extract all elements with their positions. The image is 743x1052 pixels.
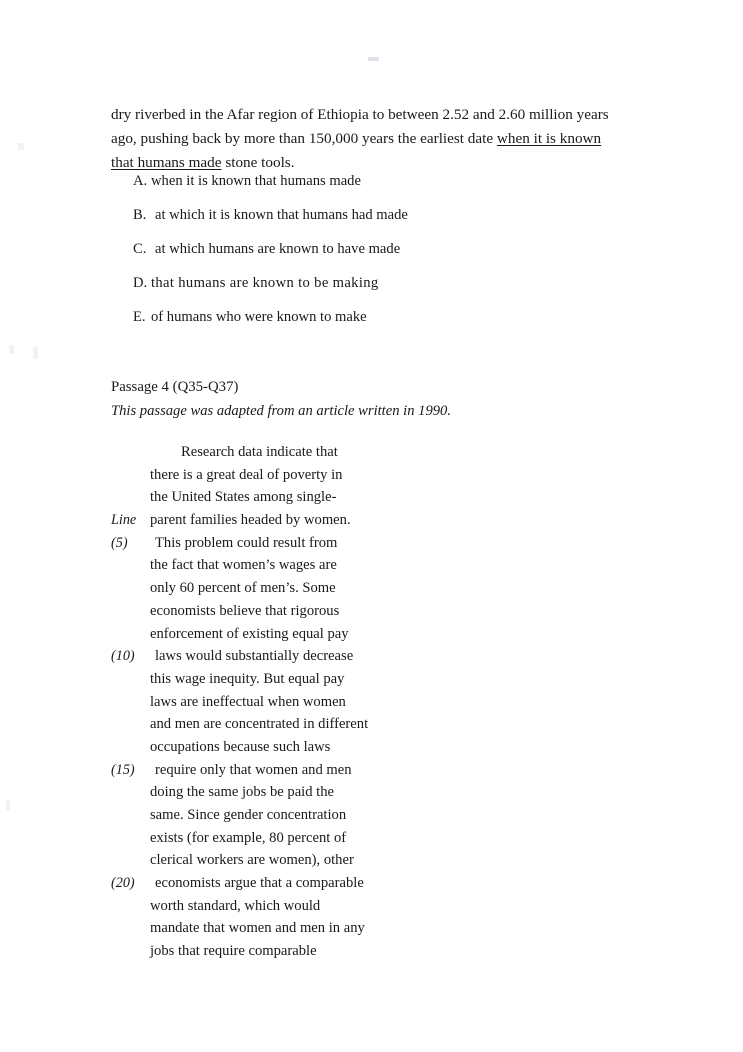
passage-line-text: the fact that women’s wages are bbox=[150, 557, 337, 574]
line-number-marker: (10) bbox=[111, 648, 135, 665]
choice-text-b: at which it is known that humans had made bbox=[155, 207, 408, 223]
passage-line bbox=[111, 557, 411, 580]
question-stem bbox=[111, 103, 611, 174]
answer-choice-e[interactable] bbox=[133, 309, 583, 343]
passage-line bbox=[111, 694, 411, 717]
passage-line bbox=[111, 603, 411, 626]
answer-choice-d[interactable] bbox=[133, 275, 583, 309]
passage-line bbox=[111, 489, 411, 512]
passage-line-text: economists argue that a comparable bbox=[155, 875, 364, 892]
passage-title: Passage 4 (Q35-Q37) bbox=[111, 379, 239, 395]
stem-underlined-segment: when it is known that humans made bbox=[111, 129, 602, 171]
answer-choice-b[interactable] bbox=[133, 207, 583, 241]
passage-line bbox=[111, 467, 411, 490]
passage-line-text: require only that women and men bbox=[155, 761, 352, 778]
passage-line-text: and men are concentrated in different bbox=[150, 716, 369, 733]
passage-line bbox=[111, 535, 411, 558]
passage-line-text: doing the same jobs be paid the bbox=[150, 784, 335, 801]
passage-line bbox=[111, 626, 411, 649]
passage-line bbox=[111, 875, 411, 898]
passage-line-text: parent families headed by women. bbox=[150, 512, 351, 529]
answer-choices-list bbox=[133, 173, 583, 343]
choice-letter-e: E. bbox=[133, 309, 146, 325]
passage-line-text: same. Since gender concentration bbox=[150, 807, 347, 823]
passage-line-text: worth standard, which would bbox=[150, 897, 321, 914]
choice-text-e: of humans who were known to make bbox=[151, 309, 367, 325]
scan-artifact-speck bbox=[33, 347, 38, 359]
passage-line-text: the United States among single- bbox=[150, 489, 337, 506]
passage-line-text: exists (for example, 80 percent of bbox=[150, 829, 347, 846]
passage-line bbox=[111, 784, 411, 807]
passage-body bbox=[111, 444, 411, 966]
passage-line-text: clerical workers are women), other bbox=[150, 852, 354, 869]
passage-line-text: mandate that women and men in any bbox=[150, 920, 365, 937]
choice-letter-a: A. bbox=[133, 173, 148, 189]
passage-line-text: only 60 percent of men’s. Some bbox=[150, 580, 336, 597]
line-number-marker: (20) bbox=[111, 875, 135, 892]
passage-line bbox=[111, 716, 411, 739]
answer-choice-c[interactable] bbox=[133, 241, 583, 275]
stem-text-after: stone tools. bbox=[221, 153, 295, 171]
passage-line-text: laws would substantially decrease bbox=[155, 648, 354, 665]
passage-line bbox=[111, 898, 411, 921]
choice-letter-b: B. bbox=[133, 207, 147, 223]
passage-line-text: jobs that require comparable bbox=[150, 943, 317, 960]
passage-line-text: occupations because such laws bbox=[150, 738, 331, 755]
choice-text-a: when it is known that humans made bbox=[151, 173, 361, 189]
passage-line-text: there is a great deal of poverty in bbox=[150, 466, 343, 483]
passage-line bbox=[111, 512, 411, 535]
passage-line-text: laws are ineffectual when women bbox=[150, 693, 346, 710]
passage-line bbox=[111, 830, 411, 853]
line-number-marker: (15) bbox=[111, 761, 135, 778]
passage-line bbox=[111, 739, 411, 762]
scan-artifact-speck bbox=[9, 345, 14, 354]
passage-subtitle: This passage was adapted from an article written in 1990. bbox=[111, 403, 451, 419]
answer-choice-a[interactable] bbox=[133, 173, 583, 207]
passage-line-text: This problem could result from bbox=[155, 534, 338, 551]
scan-artifact-mark bbox=[368, 57, 379, 61]
passage-line bbox=[111, 444, 411, 467]
passage-line bbox=[111, 920, 411, 943]
passage-header bbox=[111, 376, 531, 422]
choice-letter-d: D. bbox=[133, 275, 148, 291]
choice-text-c: at which humans are known to have made bbox=[155, 241, 401, 257]
line-number-marker: Line bbox=[111, 512, 137, 529]
passage-line bbox=[111, 943, 411, 966]
passage-line bbox=[111, 852, 411, 875]
passage-line-text: enforcement of existing equal pay bbox=[150, 625, 349, 642]
passage-line-text: economists believe that rigorous bbox=[150, 602, 340, 619]
passage-line bbox=[111, 671, 411, 694]
scan-artifact-speck bbox=[6, 800, 10, 810]
passage-line-text: this wage inequity. But equal pay bbox=[150, 670, 345, 687]
stem-text-before: dry riverbed in the Afar region of Ethiopia to between 2.52 and 2.60 million years ago, pushing back by more than 150,000 years the earliest date bbox=[111, 106, 609, 147]
passage-line bbox=[111, 807, 411, 830]
passage-line-text: Research data indicate that bbox=[181, 444, 338, 460]
passage-line bbox=[111, 762, 411, 785]
line-number-marker: (5) bbox=[111, 534, 128, 551]
scan-artifact-speck bbox=[18, 143, 24, 150]
passage-line bbox=[111, 580, 411, 603]
choice-text-d: that humans are known to be making bbox=[151, 275, 379, 291]
passage-line bbox=[111, 648, 411, 671]
choice-letter-c: C. bbox=[133, 241, 147, 257]
